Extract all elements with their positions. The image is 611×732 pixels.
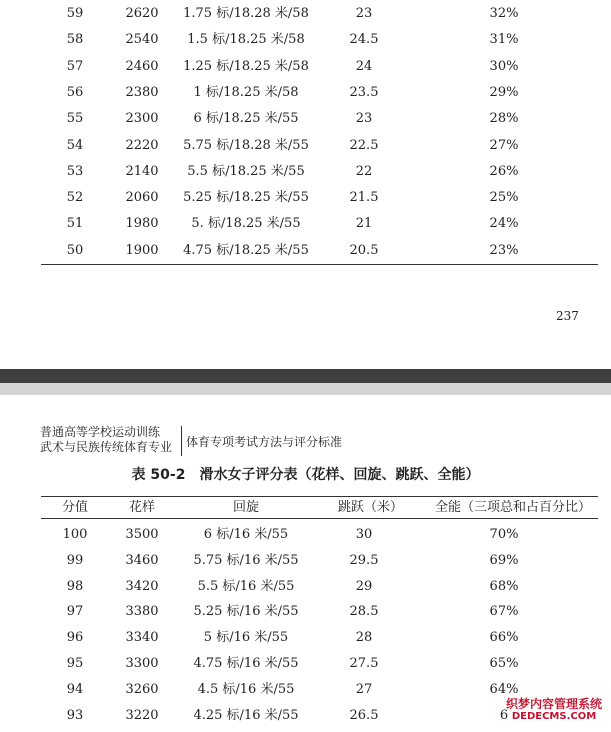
- cell-overall: 66%: [489, 630, 519, 646]
- cell-tricks: 2220: [125, 137, 159, 153]
- cell-slalom: 6 标/16 米/55: [203, 527, 289, 542]
- table-row: [0, 133, 611, 159]
- column-header-tricks: 花样: [128, 500, 155, 515]
- cell-tricks: 3340: [125, 630, 159, 646]
- cell-score: 56: [66, 84, 84, 100]
- cell-jump: 29.5: [349, 552, 379, 568]
- cell-slalom: 5.75 标/18.28 米/55: [183, 137, 309, 153]
- cell-tricks: 1900: [125, 242, 159, 258]
- table-row: [0, 106, 611, 132]
- cell-score: 54: [66, 137, 84, 153]
- cell-score: 50: [66, 242, 84, 258]
- watermark-text-en: DEDECMS.COM: [511, 711, 597, 722]
- cell-score: 57: [66, 58, 84, 74]
- cell-overall: 68%: [489, 578, 519, 594]
- cell-overall: 25%: [489, 190, 519, 206]
- cell-jump: 23: [355, 6, 373, 21]
- cell-overall: 28%: [489, 111, 519, 127]
- cell-jump: 21.5: [349, 190, 379, 206]
- cell-tricks: 3220: [125, 707, 159, 723]
- running-header-left-line1: 普通高等学校运动训练: [40, 425, 161, 439]
- cell-slalom: 4.25 标/16 米/55: [193, 707, 299, 723]
- bottom-page: [0, 395, 611, 732]
- running-header-left: [40, 425, 172, 455]
- cell-slalom: 1.25 标/18.25 米/58: [183, 58, 309, 74]
- cell-slalom: 5. 标/18.25 米/55: [191, 216, 301, 232]
- running-header-left-line2: 武术与民族传统体育专业: [40, 440, 173, 454]
- cell-tricks: 3460: [125, 552, 159, 568]
- cell-jump: 22.5: [349, 137, 379, 153]
- cell-tricks: 2060: [125, 190, 159, 206]
- cell-overall: 26%: [489, 163, 519, 179]
- table-title: 表 50-2 滑水女子评分表（花样、回旋、跳跃、全能）: [131, 467, 480, 483]
- cell-tricks: 3260: [125, 681, 159, 697]
- dedecms-watermark: [500, 698, 608, 723]
- cell-score: 95: [66, 656, 84, 671]
- cell-score: 96: [66, 630, 84, 646]
- cell-score: 99: [66, 552, 84, 568]
- cell-overall: 67%: [489, 604, 519, 620]
- cell-slalom: 5.25 标/16 米/55: [193, 604, 299, 620]
- cell-overall: 70%: [489, 527, 519, 542]
- cell-tricks: 3300: [125, 656, 159, 671]
- cell-tricks: 1980: [125, 216, 159, 232]
- table-row: [0, 574, 611, 600]
- cell-overall: 30%: [489, 58, 519, 74]
- cell-slalom: 4.75 标/18.25 米/55: [183, 242, 309, 258]
- table-row: [0, 238, 611, 264]
- cell-overall: 32%: [489, 6, 519, 21]
- cell-tricks: 3500: [125, 527, 159, 542]
- table-row: [0, 159, 611, 185]
- cell-overall: 6: [499, 707, 509, 723]
- cell-tricks: 2140: [125, 163, 159, 179]
- cell-slalom: 6 标/18.25 米/55: [193, 111, 299, 127]
- cell-score: 58: [66, 32, 84, 48]
- cell-overall: 27%: [489, 137, 519, 153]
- cell-score: 53: [66, 163, 84, 179]
- cell-jump: 21: [355, 216, 373, 232]
- cell-overall: 69%: [489, 552, 519, 568]
- running-header-divider: [181, 426, 182, 456]
- cell-jump: 29: [355, 578, 373, 594]
- table-row: [0, 625, 611, 651]
- table-row: [0, 651, 611, 677]
- cell-jump: 27: [355, 681, 373, 697]
- cell-jump: 28.5: [349, 604, 379, 620]
- cell-overall: 29%: [489, 84, 519, 100]
- cell-overall: 65%: [489, 656, 519, 671]
- cell-score: 94: [66, 681, 84, 697]
- cell-jump: 26.5: [349, 707, 379, 723]
- cell-slalom: 5.5 标/16 米/55: [197, 578, 295, 594]
- table-row: [0, 211, 611, 237]
- cell-jump: 23.5: [349, 84, 379, 100]
- cell-overall: 64%: [489, 681, 519, 697]
- cell-tricks: 3380: [125, 604, 159, 620]
- cell-jump: 28: [355, 630, 373, 646]
- table-row: [0, 27, 611, 53]
- cell-score: 59: [66, 6, 84, 21]
- cell-jump: 24.5: [349, 32, 379, 48]
- table-row: [0, 548, 611, 574]
- cell-slalom: 4.5 标/16 米/55: [197, 681, 295, 697]
- column-header-slalom: 回旋: [232, 500, 259, 515]
- table-row: [0, 185, 611, 211]
- cell-score: 100: [62, 527, 88, 542]
- table-header-rule: [41, 518, 598, 519]
- cell-score: 97: [66, 604, 84, 620]
- cell-score: 93: [66, 707, 84, 723]
- cell-jump: 20.5: [349, 242, 379, 258]
- cell-tricks: 2540: [125, 32, 159, 48]
- cell-slalom: 5.75 标/16 米/55: [193, 552, 299, 568]
- cell-tricks: 2460: [125, 58, 159, 74]
- table-row: [0, 54, 611, 80]
- column-header-score: 分值: [61, 500, 88, 515]
- cell-score: 98: [66, 578, 84, 594]
- cell-score: 51: [66, 216, 84, 232]
- cell-score: 55: [66, 111, 84, 127]
- cell-tricks: 2620: [125, 6, 159, 21]
- cell-slalom: 1.75 标/18.28 米/58: [183, 6, 309, 21]
- table-row: [0, 522, 611, 548]
- table-row: [0, 599, 611, 625]
- cell-slalom: 1 标/18.25 米/58: [193, 84, 299, 100]
- cell-slalom: 5.25 标/18.25 米/55: [183, 190, 309, 206]
- cell-slalom: 5 标/16 米/55: [203, 630, 289, 646]
- table-bottom-rule: [41, 264, 598, 265]
- cell-jump: 23: [355, 111, 373, 127]
- cell-tricks: 3420: [125, 578, 159, 594]
- cell-tricks: 2380: [125, 84, 159, 100]
- table-header-row: [0, 497, 611, 518]
- cell-slalom: 5.5 标/18.25 米/55: [187, 163, 305, 179]
- cell-jump: 24: [355, 58, 373, 74]
- running-header-right: 体育专项考试方法与评分标准: [186, 435, 343, 449]
- cell-overall: 24%: [489, 216, 519, 232]
- page-separator-dark: [0, 369, 611, 383]
- cell-jump: 30: [355, 527, 373, 542]
- cell-jump: 22: [355, 163, 373, 179]
- page-number: 237: [556, 309, 579, 323]
- column-header-overall: 全能（三项总和占百分比）: [434, 500, 591, 515]
- table-row: [0, 80, 611, 106]
- cell-overall: 23%: [489, 242, 519, 258]
- watermark-text-cn: 织梦内容管理系统: [505, 697, 602, 711]
- cell-slalom: 1.5 标/18.25 米/58: [187, 32, 305, 48]
- cell-overall: 31%: [489, 32, 519, 48]
- cell-jump: 27.5: [349, 656, 379, 671]
- table-row: [0, 1, 611, 27]
- page-separator-gray: [0, 383, 611, 395]
- column-header-jump: 跳跃（米）: [338, 500, 404, 515]
- cell-score: 52: [66, 190, 84, 206]
- cell-tricks: 2300: [125, 111, 159, 127]
- cell-slalom: 4.75 标/16 米/55: [193, 656, 299, 671]
